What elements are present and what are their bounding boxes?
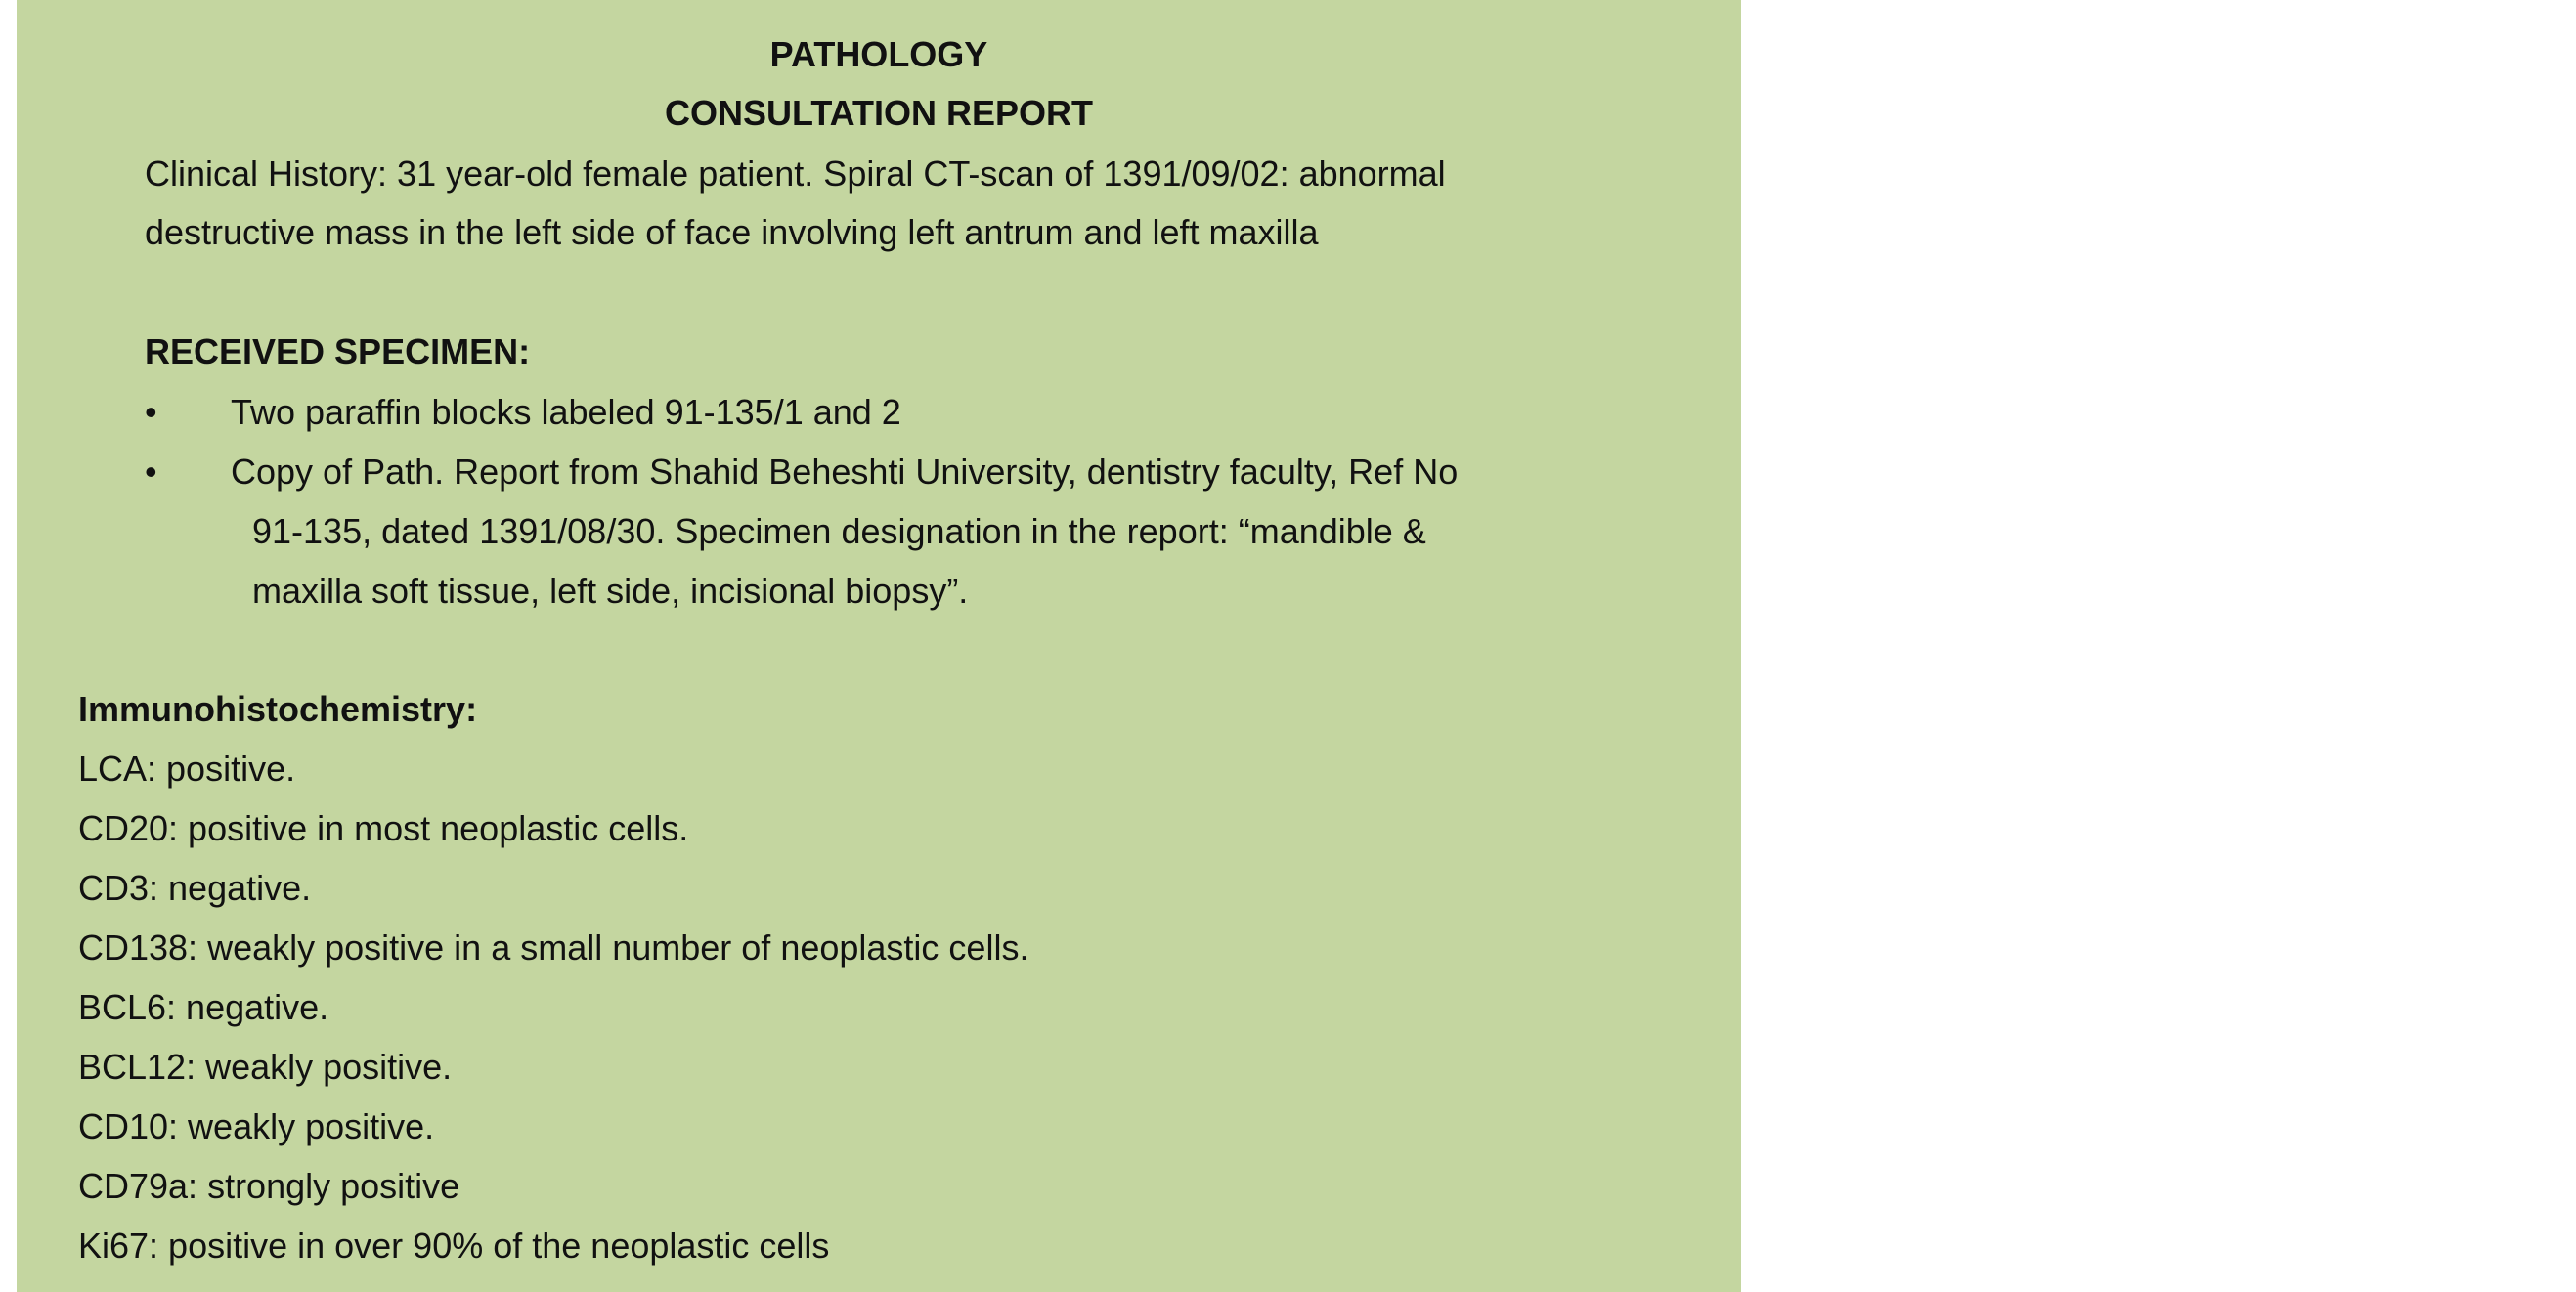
- ihc-result: CD20: positive in most neoplastic cells.: [78, 808, 689, 848]
- specimen-item-2-line3: maxilla soft tissue, left side, incisional biopsy”.: [252, 571, 969, 611]
- immunohistochemistry-heading: Immunohistochemistry:: [78, 689, 478, 729]
- ihc-result: Ki67: positive in over 90% of the neoplastic cells: [78, 1226, 830, 1266]
- ihc-result: CD79a: strongly positive: [78, 1166, 460, 1206]
- clinical-history-line1: Clinical History: 31 year-old female patient. Spiral CT-scan of 1391/09/02: abnormal: [145, 153, 1446, 194]
- ihc-result: CD138: weakly positive in a small number of neoplastic cells.: [78, 927, 1029, 968]
- bullet-icon: •: [145, 452, 157, 492]
- report-panel: [17, 0, 1741, 1292]
- specimen-item-1-line1: Two paraffin blocks labeled 91-135/1 and 2: [231, 392, 901, 432]
- ihc-result: LCA: positive.: [78, 749, 296, 789]
- report-title-line2: CONSULTATION REPORT: [665, 93, 1093, 133]
- ihc-result: BCL6: negative.: [78, 987, 329, 1027]
- clinical-history-line2: destructive mass in the left side of face involving left antrum and left maxilla: [145, 212, 1319, 252]
- bullet-icon: •: [145, 392, 157, 432]
- specimen-item-2-line1: Copy of Path. Report from Shahid Beheshti University, dentistry faculty, Ref No: [231, 452, 1459, 492]
- specimen-item-2-line2: 91-135, dated 1391/08/30. Specimen designation in the report: “mandible &: [252, 511, 1426, 551]
- ihc-result: CD3: negative.: [78, 868, 312, 908]
- ihc-result: CD10: weakly positive.: [78, 1106, 435, 1146]
- report-title-line1: PATHOLOGY: [769, 34, 988, 74]
- ihc-result: BCL12: weakly positive.: [78, 1047, 453, 1087]
- received-specimen-heading: RECEIVED SPECIMEN:: [145, 331, 531, 371]
